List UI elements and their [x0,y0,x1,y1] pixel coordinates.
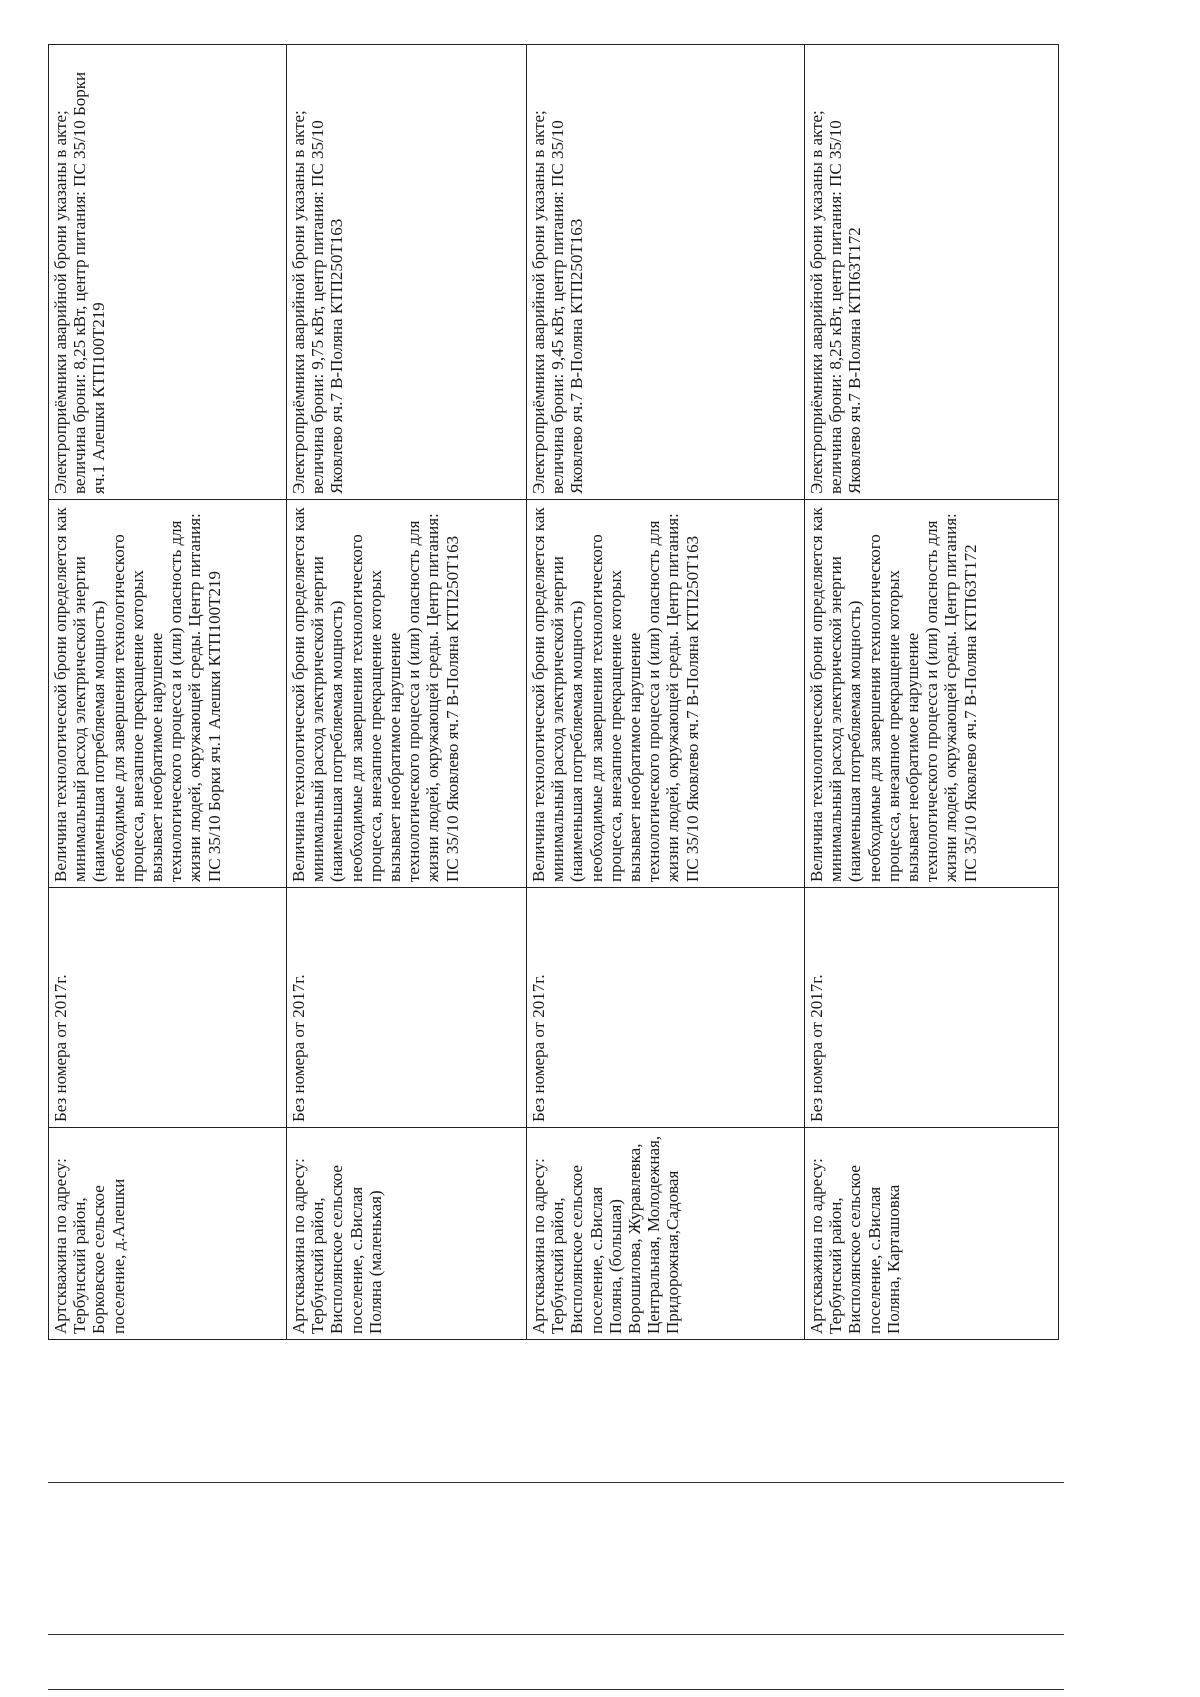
table-row-divider [48,1482,1064,1483]
act-reference-cell: Без номера от 2017г. [287,888,527,1128]
table-row [527,45,805,1340]
act-reference-cell: Без номера от 2017г. [49,888,287,1128]
technological-reserve-cell: Величина технологической брони определяется как минимальный расход электрической энергии (наименьшая потребляемая мощность) необходимые для завершения технологического процесса, внезапное прекращение которых вызывает необратимое нарушение технологического процесса и (или) опасность для жизни людей, окружающей среды. Центр питания: ПС 35/10 Яковлево яч.7 В-Поляна КТП250Т163 [287,500,527,888]
emergency-reserve-cell: Электроприёмники аварийной брони указаны в акте; величина брони: 9,45 кВт, центр питания: ПС 35/10 Яковлево яч.7 В-Поляна КТП250Т163 [527,45,805,500]
act-reference-cell: Без номера от 2017г. [527,888,805,1128]
act-reference-cell: Без номера от 2017г. [805,888,1059,1128]
emergency-reserve-cell: Электроприёмники аварийной брони указаны в акте; величина брони: 9,75 кВт, центр питания: ПС 35/10 Яковлево яч.7 В-Поляна КТП250Т163 [287,45,527,500]
table-row [287,45,527,1340]
object-address-cell: Артскважина по адресу: Тербунский район, Висполянское сельское поселение, с.Вислая Поляна (маленькая) [287,1128,527,1340]
object-address-cell: Артскважина по адресу: Тербунский район, Висполянское сельское поселение, с.Вислая Поляна, (большая) Ворошилова, Журавлевка, Центральная, Молодежная, Придорожная,Садовая [527,1128,805,1340]
object-address-cell: Артскважина по адресу: Тербунский район, Висполянское сельское поселение, с.Вислая Поляна, Карташовка [805,1128,1059,1340]
table-row-divider [48,1689,1064,1690]
technological-reserve-cell: Величина технологической брони определяется как минимальный расход электрической энергии (наименьшая потребляемая мощность) необходимые для завершения технологического процесса, внезапное прекращение которых вызывает необратимое нарушение технологического процесса и (или) опасность для жизни людей, окружающей среды. Центр питания: ПС 35/10 Яковлево яч.7 В-Поляна КТП250Т163 [527,500,805,888]
emergency-reserve-cell: Электроприёмники аварийной брони указаны в акте; величина брони: 8,25 кВт, центр питания: ПС 35/10 Борки яч.1 Алешки КТП100Т219 [49,45,287,500]
table-row [805,45,1059,1340]
object-address-cell: Артскважина по адресу: Тербунский район, Борковское сельское поселение, д.Алешки [49,1128,287,1340]
rotated-table-wrapper [48,45,1058,1340]
table-row [49,45,287,1340]
table-row-divider [48,1634,1064,1635]
emergency-reserve-cell: Электроприёмники аварийной брони указаны в акте; величина брони: 8,25 кВт, центр питания: ПС 35/10 Яковлево яч.7 В-Поляна КТП63Т172 [805,45,1059,500]
technological-reserve-cell: Величина технологической брони определяется как минимальный расход электрической энергии (наименьшая потребляемая мощность) необходимые для завершения технологического процесса, внезапное прекращение которых вызывает необратимое нарушение технологического процесса и (или) опасность для жизни людей, окружающей среды. Центр питания: ПС 35/10 Борки яч.1 Алешки КТП100Т219 [49,500,287,888]
technological-reserve-cell: Величина технологической брони определяется как минимальный расход электрической энергии (наименьшая потребляемая мощность) необходимые для завершения технологического процесса, внезапное прекращение которых вызывает необратимое нарушение технологического процесса и (или) опасность для жизни людей, окружающей среды. Центр питания: ПС 35/10 Яковлево яч.7 В-Поляна КТП63Т172 [805,500,1059,888]
power-reserve-table [48,44,1059,1340]
